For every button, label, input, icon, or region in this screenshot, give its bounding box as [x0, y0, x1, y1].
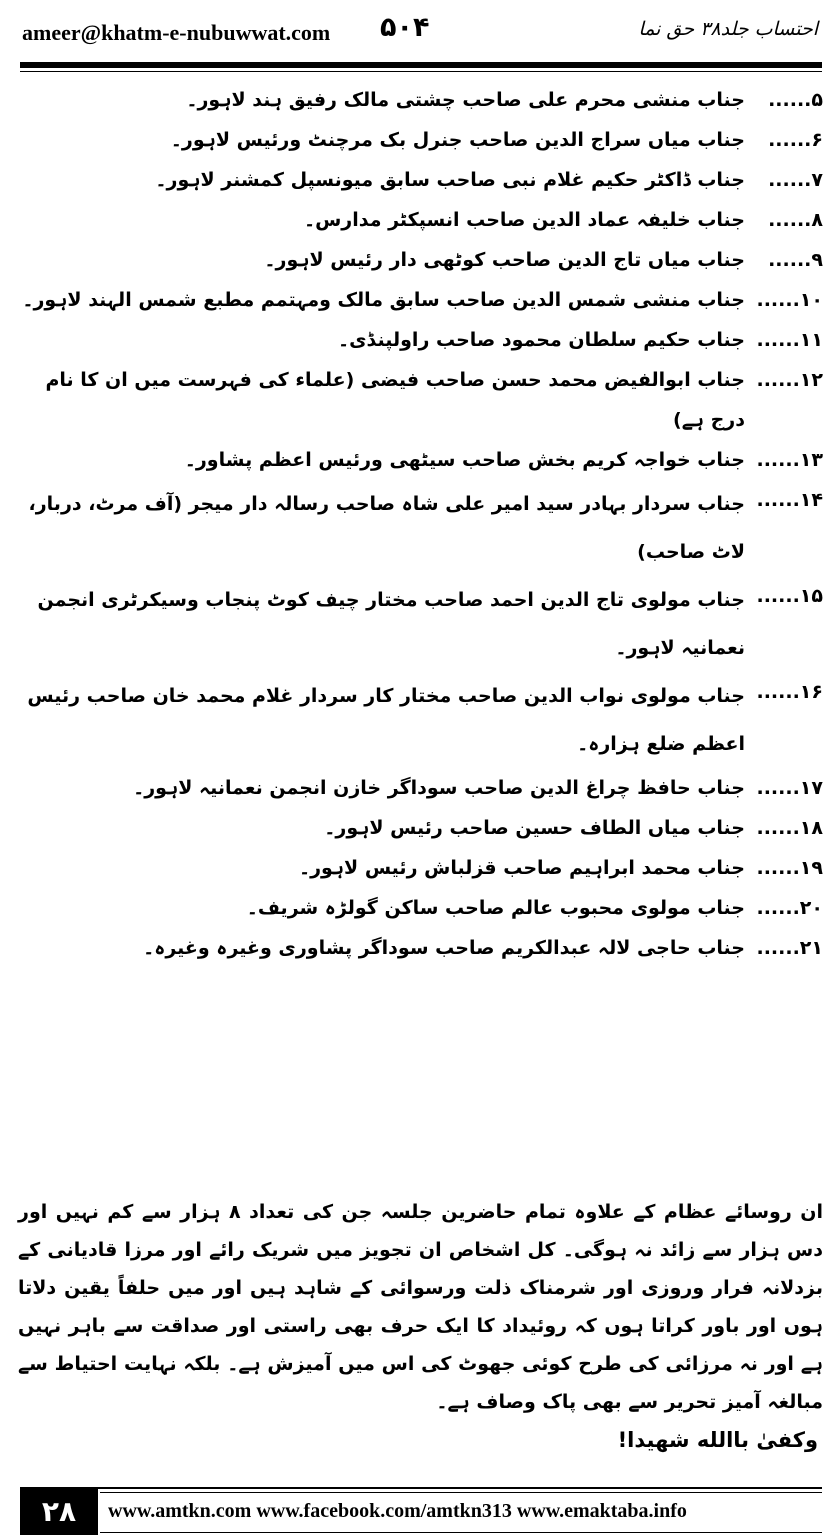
list-item — [18, 160, 823, 200]
footer-page-badge: ۲۸ — [20, 1489, 98, 1535]
list-item-text: جناب میاں الطاف حسین صاحب رئیس لاہور۔ — [324, 817, 745, 839]
footer-divider-thin — [100, 1492, 822, 1493]
header-email: ameer@khatm-e-nubuwwat.com — [22, 20, 331, 45]
list-item-text: جناب خلیفہ عماد الدین صاحب انسپکٹر مدارس۔ — [303, 209, 745, 231]
list-item-text: جناب منشی شمس الدین صاحب سابق مالک ومہتمم مطبع شمس الہند لاہور۔ — [22, 289, 745, 311]
list-item-number: ۵...... — [768, 89, 823, 111]
footer-divider — [20, 1487, 822, 1489]
list-item — [18, 320, 823, 360]
list-item-text: جناب سردار بہادر سید امیر علی شاہ صاحب رسالہ دار میجر (آف مرٹ، دربار، لاٹ صاحب) — [28, 493, 745, 563]
header-divider-thin — [20, 71, 822, 72]
closing-phrase: وکفیٰ باالله شهیدا! — [617, 1428, 818, 1452]
list-item-text: جناب حاجی لالہ عبدالکریم صاحب سوداگر پشاوری وغیرہ وغیرہ۔ — [143, 937, 745, 959]
footer-links[interactable]: www.amtkn.com www.facebook.com/amtkn313 www.emaktaba.info — [108, 1500, 687, 1522]
list-item — [18, 200, 823, 240]
list-item-number: ۱۴...... — [756, 489, 823, 511]
list-item — [18, 576, 823, 672]
list-item-text: جناب محمد ابراہیم صاحب قزلباش رئیس لاہور۔ — [298, 857, 745, 879]
names-list — [18, 80, 823, 968]
list-item-text: جناب مولوی محبوب عالم صاحب ساکن گولڑہ شریف۔ — [246, 897, 745, 919]
list-item — [18, 360, 823, 440]
list-item-text: جناب خواجہ کریم بخش صاحب سیٹھی ورئیس اعظم پشاور۔ — [184, 449, 745, 471]
list-item-text: جناب مولوی تاج الدین احمد صاحب مختار چیف کوٹ پنجاب وسیکرٹری انجمن نعمانیہ لاہور۔ — [37, 589, 745, 659]
header-book-title: احتساب جلد۳۸ حق نما — [638, 18, 818, 40]
footer-divider-bottom — [100, 1532, 822, 1533]
list-item — [18, 672, 823, 768]
list-item — [18, 888, 823, 928]
list-item-number: ۱۸...... — [756, 817, 823, 839]
list-item — [18, 928, 823, 968]
list-item-text: جناب منشی محرم علی صاحب چشتی مالک رفیق ہند لاہور۔ — [186, 89, 745, 111]
page-header — [0, 0, 840, 60]
list-item-number: ۷...... — [768, 169, 823, 191]
closing-paragraph: ان روسائے عظام کے علاوہ تمام حاضرین جلسہ جن کی تعداد ۸ ہزار سے کم نہیں اور دس ہزار سے زائد نہ ہوگی۔ کل اشخاص ان تجویز میں شریک رائے اور مرزا قادیانی کے بزدلانہ فرار وروزی اور شرمناک ذلت ورسوائی کے شاہد ہیں اور میں حلفاً یقین دلاتا ہوں اور باور کراتا ہوں کہ روئیداد کا ایک حرف بھی راستی اور صداقت سے باہر نہیں ہے اور نہ مرزائی کی طرح کوئی جھوٹ کی اس میں آمیزش ہے۔ بلکہ نہایت احتیاط سے مبالغہ آمیز تحریر سے بھی پاک وصاف ہے۔ — [18, 1201, 824, 1413]
list-item-number: ۱۳...... — [756, 449, 823, 471]
list-item — [18, 768, 823, 808]
list-item-text: جناب ابوالفیض محمد حسن صاحب فیضی (علماء کی فہرست میں ان کا نام درج ہے) — [45, 369, 745, 431]
header-divider-thick — [20, 62, 822, 68]
list-item-number: ۸...... — [768, 209, 823, 231]
list-item-number: ۱۵...... — [756, 585, 823, 607]
list-item — [18, 280, 823, 320]
list-item-text: جناب میاں سراج الدین صاحب جنرل بک مرچنٹ ورئیس لاہور۔ — [170, 129, 745, 151]
list-item — [18, 80, 823, 120]
list-item-number: ۲۱...... — [756, 937, 823, 959]
list-item-number: ۱۹...... — [756, 857, 823, 879]
list-item-number: ۱۷...... — [756, 777, 823, 799]
list-item-text: جناب میاں تاج الدین صاحب کوٹھی دار رئیس لاہور۔ — [264, 249, 745, 271]
list-item-number: ۱۶...... — [756, 681, 823, 703]
list-item — [18, 440, 823, 480]
list-item-number: ۲۰...... — [756, 897, 823, 919]
list-item — [18, 808, 823, 848]
list-item — [18, 480, 823, 576]
list-item-number: ۱۲...... — [756, 369, 823, 391]
list-item-text: جناب مولوی نواب الدین صاحب مختار کار سردار غلام محمد خان صاحب رئیس اعظم ضلع ہزارہ۔ — [27, 685, 745, 755]
list-item-number: ۹...... — [768, 249, 823, 271]
list-item-text: جناب حکیم سلطان محمود صاحب راولپنڈی۔ — [337, 329, 745, 351]
list-item-text: جناب ڈاکٹر حکیم غلام نبی صاحب سابق میونسپل کمشنر لاہور۔ — [155, 169, 745, 191]
list-item-number: ۱۱...... — [756, 329, 823, 351]
list-item — [18, 848, 823, 888]
list-item-number: ۱۰...... — [756, 289, 823, 311]
list-item — [18, 240, 823, 280]
list-item-number: ۶...... — [768, 129, 823, 151]
list-item — [18, 120, 823, 160]
header-page-number: ۵۰۴ — [380, 12, 430, 43]
list-item-text: جناب حافظ چراغ الدین صاحب سوداگر خازن انجمن نعمانیہ لاہور۔ — [133, 777, 745, 799]
